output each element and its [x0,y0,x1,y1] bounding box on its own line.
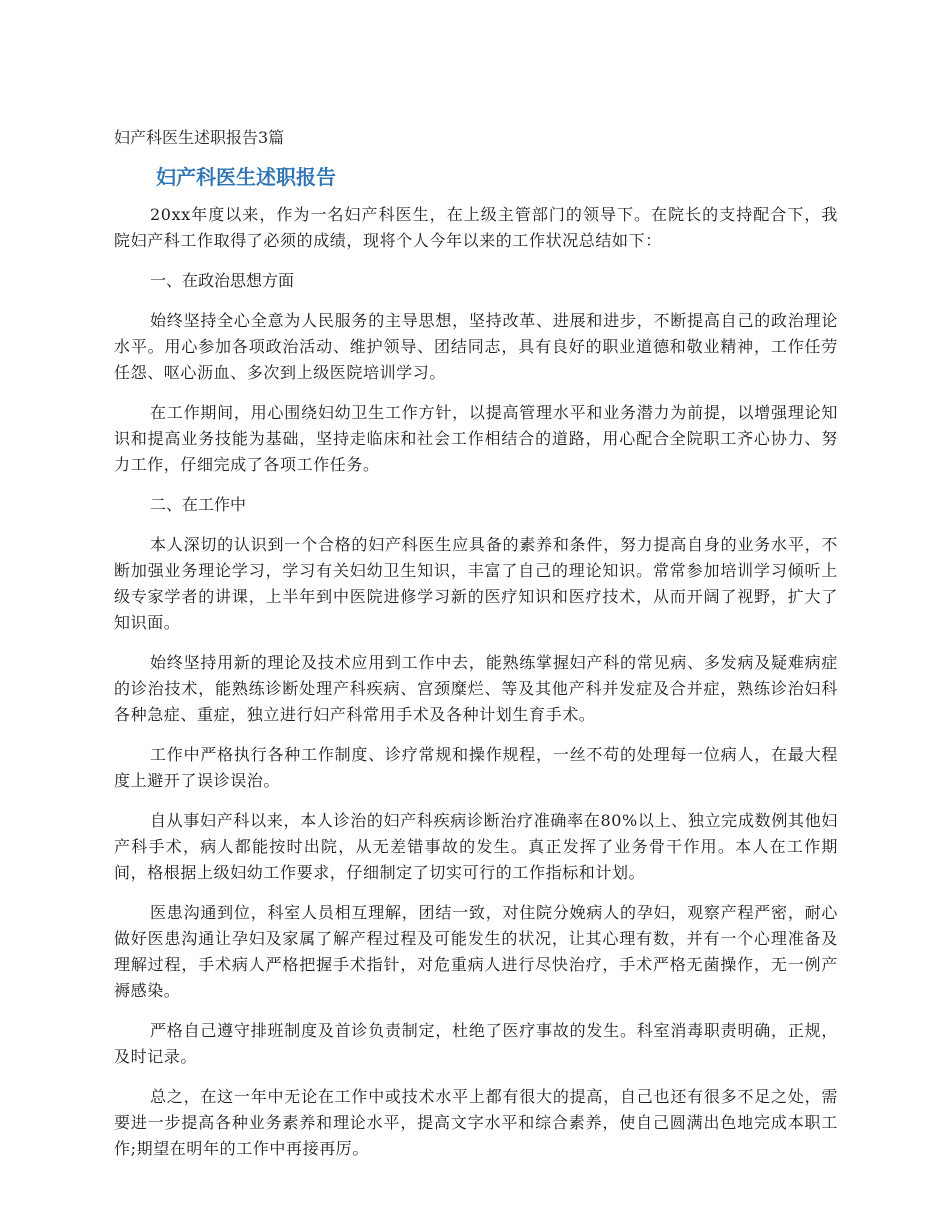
paragraph: 在工作期间，用心围绕妇幼卫生工作方针，以提高管理水平和业务潜力为前提，以增强理论知识和提高业务技能为基础，坚持走临床和社会工作相结合的道路，用心配合全院职工齐心协力、努力工作，仔细完成了各项工作任务。 [114,403,838,474]
paragraph: 医患沟通到位，科室人员相互理解，团结一致，对住院分娩病人的孕妇，观察产程严密，耐心做好医患沟通让孕妇及家属了解产程过程及可能发生的状况，让其心理有数，并有一个心理准备及理解过程，手术病人严格把握手术指针，对危重病人进行尽快治疗，手术严格无菌操作，无一例产褥感染。 [114,903,838,1000]
paragraph: 自从事妇产科以来，本人诊治的妇产科疾病诊断治疗准确率在80%以上、独立完成数例其他妇产科手术，病人都能按时出院，从无差错事故的发生。真正发挥了业务骨干作用。本人在工作期间，格根据上级妇幼工作要求，仔细制定了切实可行的工作指标和计划。 [114,811,838,882]
section-heading-work: 二、在工作中 [150,495,247,514]
paragraph: 始终坚持用新的理论及技术应用到工作中去，能熟练掌握妇产科的常见病、多发病及疑难病症的诊治技术，能熟练诊断处理产科疾病、宫颈糜烂、等及其他产科并发症及合并症，熟练诊治妇科各种急症、重症，独立进行妇产科常用手术及各种计划生育手术。 [114,653,838,724]
paragraph: 始终坚持全心全意为人民服务的主导思想，坚持改革、进展和进步，不断提高自己的政治理论水平。用心参加各项政治活动、维护领导、团结同志，具有良好的职业道德和敬业精神，工作任劳任怨、呕心沥血、多次到上级医院培训学习。 [114,311,838,382]
paragraph: 严格自己遵守排班制度及首诊负责制定，杜绝了医疗事故的发生。科室消毒职责明确，正规，及时记录。 [114,1021,838,1066]
report-body [114,202,838,1176]
paragraph: 工作中严格执行各种工作制度、诊疗常规和操作规程，一丝不苟的处理每一位病人，在最大程度上避开了误诊误治。 [114,745,838,790]
closing-paragraph: 总之，在这一年中无论在工作中或技术水平上都有很大的提高，自己也还有很多不足之处，需要进一步提高各种业务素养和理论水平，提高文字水平和综合素养，使自己圆满出色地完成本职工作;期望在明年的工作中再接再厉。 [114,1087,838,1158]
section-heading-politics: 一、在政治思想方面 [150,271,295,290]
intro-paragraph: 20xx年度以来，作为一名妇产科医生，在上级主管部门的领导下。在院长的支持配合下，我院妇产科工作取得了必须的成绩，现将个人今年以来的工作状况总结如下： [114,205,838,250]
report-title: 妇产科医生述职报告 [156,165,336,189]
document-heading: 妇产科医生述职报告3篇 [114,128,285,147]
paragraph: 本人深切的认识到一个合格的妇产科医生应具备的素养和条件，努力提高自身的业务水平，不断加强业务理论学习，学习有关妇幼卫生知识，丰富了自己的理论知识。常常参加培训学习倾听上级专家学者的讲课，上半年到中医院进修学习新的医疗知识和医疗技术，从而开阔了视野，扩大了知识面。 [114,535,838,632]
